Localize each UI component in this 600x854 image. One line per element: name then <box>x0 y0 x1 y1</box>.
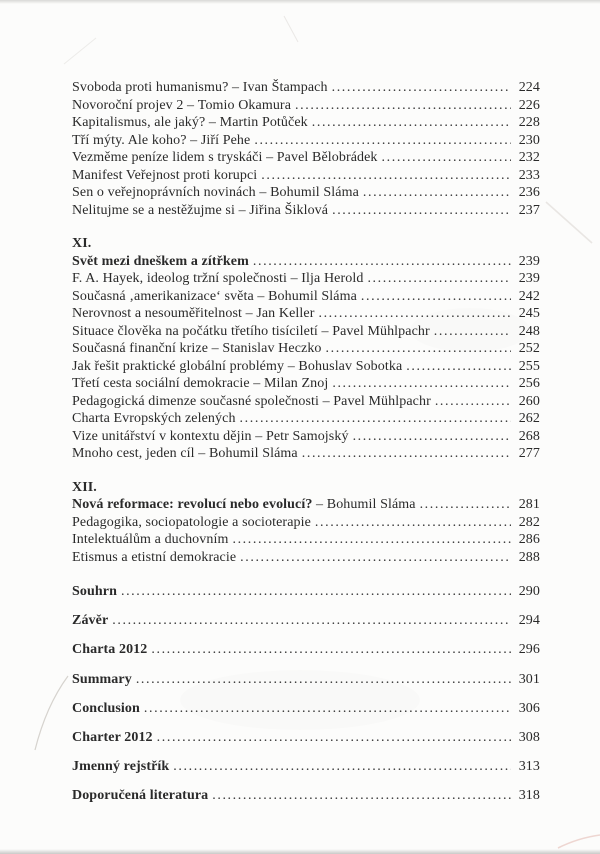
entry-page-number: 313 <box>518 759 540 775</box>
entry-author: Jiřina Šiklová <box>249 202 329 218</box>
entry-title: Souhrn <box>72 584 117 599</box>
dot-leader <box>332 79 511 97</box>
scan-mark-artifact <box>558 835 600 848</box>
entry-title: Mnoho cest, jeden cíl <box>72 446 195 461</box>
entry-title: Svoboda proti humanismu? <box>72 80 229 95</box>
entry-page-number: 255 <box>518 358 540 374</box>
dot-leader <box>121 577 511 606</box>
dot-leader <box>420 496 511 514</box>
entry-title: Manifest Veřejnost proti korupci <box>72 167 258 183</box>
toc-entry <box>72 132 540 150</box>
dot-leader <box>302 445 511 463</box>
entry-page-number: 226 <box>518 97 540 113</box>
entry-page-number: 318 <box>518 788 540 804</box>
toc-entry <box>72 79 540 97</box>
entry-page-number: 308 <box>518 729 540 745</box>
entry-title: Charter 2012 <box>72 729 153 745</box>
entry-page-number: 252 <box>518 341 540 356</box>
entry-page-number: 233 <box>518 167 540 183</box>
entry-author: Bohumil Sláma <box>268 288 357 304</box>
entry-title: Současná finanční krize <box>72 341 209 356</box>
title-author-separator: – <box>262 150 277 165</box>
toc-entry <box>72 149 540 167</box>
title-author-separator: – <box>183 97 198 113</box>
entry-page-number: 237 <box>518 202 540 218</box>
entry-page-number: 277 <box>518 446 540 461</box>
toc-section-xi <box>72 235 540 463</box>
toc-entry <box>72 577 540 606</box>
entry-page-number: 248 <box>518 323 540 339</box>
entry-title: Jmenný rejstřík <box>72 759 170 775</box>
dot-leader <box>382 149 511 167</box>
entry-title: Summary <box>72 671 132 687</box>
dot-leader <box>295 97 511 115</box>
entry-author: Bohuslav Sobotka <box>298 358 403 374</box>
toc-entry <box>72 375 540 393</box>
toc-entry <box>72 97 540 115</box>
toc-section-part-x-continued <box>72 79 540 219</box>
entry-author: Pavel Bělobrádek <box>276 150 378 165</box>
entry-title: Novoroční projev 2 <box>72 97 184 113</box>
dot-leader <box>367 270 511 288</box>
entry-title: Současná ‚amerikanizace‘ světa <box>72 288 254 304</box>
scan-streak-artifact <box>284 16 298 42</box>
entry-title: Vezměme peníze lidem s tryskáči <box>72 150 263 165</box>
entry-page-number: 230 <box>518 132 540 148</box>
title-author-separator: – <box>242 306 257 321</box>
title-author-separator: – <box>284 358 299 374</box>
dot-leader <box>240 549 511 567</box>
toc-entry <box>72 496 540 514</box>
title-author-separator: – <box>234 202 250 218</box>
entry-page-number: 236 <box>518 185 540 200</box>
entry-title: Jak řešit praktické globální problémy <box>72 358 285 374</box>
toc-entry <box>72 253 540 271</box>
dot-leader <box>315 514 511 532</box>
entry-page-number: 242 <box>518 288 540 304</box>
entry-page-number: 256 <box>518 376 540 391</box>
entry-page-number: 282 <box>518 514 540 530</box>
entry-page-number: 239 <box>518 253 540 269</box>
entry-author: Bohumil Sláma <box>208 446 298 461</box>
entry-author: Stanislav Heczko <box>222 341 322 356</box>
section-number: XI. <box>72 236 92 251</box>
toc-entry <box>72 694 540 723</box>
title-author-separator: – <box>286 271 302 286</box>
toc-entry <box>72 635 540 664</box>
toc-entry <box>72 202 540 220</box>
entry-page-number: 301 <box>518 671 540 687</box>
dot-leader <box>232 531 511 549</box>
entry-title: Tří mýty. Ale koho? <box>72 132 187 148</box>
toc-entry <box>72 358 540 376</box>
entry-author: Pavel Mühlpachr <box>332 323 430 339</box>
entry-title: Charta 2012 <box>72 642 148 658</box>
dot-leader <box>212 781 511 810</box>
entry-title: Kapitalismus, ale jaký? <box>72 115 206 130</box>
dot-leader <box>312 114 511 132</box>
title-author-separator: – <box>318 393 334 409</box>
toc <box>72 79 540 811</box>
entry-author: Ivan Štampach <box>242 80 328 95</box>
entry-author: Jan Keller <box>256 306 315 321</box>
entry-author: Petr Samojský <box>265 428 349 444</box>
title-author-separator: – <box>249 376 264 391</box>
toc-entry <box>72 445 540 463</box>
toc-entry <box>72 323 540 341</box>
entry-page-number: 224 <box>518 80 540 95</box>
dot-leader <box>434 323 511 341</box>
dot-leader <box>144 694 511 723</box>
dot-leader <box>326 340 511 358</box>
toc-entry <box>72 752 540 781</box>
entry-page-number: 294 <box>518 613 540 629</box>
entry-title: Sen o veřejnoprávních novinách <box>72 185 256 200</box>
toc-entry <box>72 184 540 202</box>
title-author-separator: – <box>205 115 220 130</box>
toc-entry <box>72 514 540 532</box>
entry-page-number: 239 <box>518 271 540 286</box>
entry-author: Ilja Herold <box>301 271 364 286</box>
toc-entry <box>72 167 540 185</box>
toc-entry <box>72 340 540 358</box>
entry-page-number: 262 <box>518 411 540 426</box>
title-author-separator: – <box>253 288 269 304</box>
dot-leader <box>112 606 511 635</box>
entry-author: Bohumil Sláma <box>270 185 359 200</box>
dot-leader <box>318 305 511 323</box>
scan-streak-artifact <box>546 202 592 243</box>
dot-leader <box>261 167 511 185</box>
dot-leader <box>332 202 511 220</box>
dot-leader <box>240 410 511 428</box>
dot-leader <box>353 428 511 446</box>
entry-title: Intelektuálům a duchovním <box>72 532 229 547</box>
title-author-separator: – <box>186 132 201 148</box>
title-author-separator: – <box>194 446 209 461</box>
dot-leader <box>136 665 511 694</box>
dot-leader <box>406 358 511 376</box>
entry-page-number: 260 <box>518 393 540 409</box>
scan-hairline-artifact <box>35 676 68 750</box>
entry-page-number: 290 <box>518 584 540 599</box>
entry-page-number: 281 <box>518 497 540 512</box>
toc-entry <box>72 606 540 635</box>
entry-author: Pavel Mühlpachr <box>333 393 431 409</box>
toc-entry <box>72 549 540 567</box>
toc-section-xii <box>72 479 540 567</box>
title-author-separator: – <box>317 323 333 339</box>
entry-page-number: 288 <box>518 549 540 565</box>
title-author-separator: – <box>208 341 223 356</box>
toc-entry <box>72 305 540 323</box>
dot-leader <box>363 184 511 202</box>
toc-entry <box>72 665 540 694</box>
dot-leader <box>253 253 511 271</box>
entry-title: Závěr <box>72 613 109 629</box>
toc-entry <box>72 723 540 752</box>
entry-page-number: 286 <box>518 532 540 547</box>
entry-author: Jiří Pehe <box>200 132 251 148</box>
entry-title: Nerovnost a nesouměřitelnost <box>72 306 242 321</box>
entry-title: Nelitujme se a nestěžujme si <box>72 202 235 218</box>
entry-title: Etismus a etistní demokracie <box>72 549 237 565</box>
toc-entry <box>72 781 540 810</box>
entry-title: Charta Evropských zelených <box>72 411 236 426</box>
dot-leader <box>151 635 511 664</box>
entry-author: Martin Potůček <box>219 115 308 130</box>
toc-section-back-matter <box>72 577 540 811</box>
dot-leader <box>435 393 511 411</box>
dot-leader <box>157 723 511 752</box>
entry-author: Bohumil Sláma <box>326 497 416 512</box>
entry-title: Nová reformace: revolucí nebo evolucí? <box>72 497 313 512</box>
title-author-separator: – <box>228 80 243 95</box>
entry-page-number: 232 <box>518 150 540 165</box>
title-author-separator: – <box>312 497 327 512</box>
entry-title: Vize unitářství v kontextu dějin <box>72 428 252 444</box>
entry-page-number: 296 <box>518 642 540 658</box>
entry-author: Milan Znoj <box>263 376 329 391</box>
toc-entry <box>72 410 540 428</box>
entry-title: Pedagogická dimenze současné společnosti <box>72 393 319 409</box>
title-author-separator: – <box>255 185 271 200</box>
entry-page-number: 306 <box>518 700 540 716</box>
toc-entry <box>72 288 540 306</box>
entry-page-number: 268 <box>518 428 540 444</box>
title-author-separator: – <box>251 428 266 444</box>
entry-title: F. A. Hayek, ideolog tržní společnosti <box>72 271 287 286</box>
toc-entry <box>72 531 540 549</box>
entry-title: Třetí cesta sociální demokracie <box>72 376 250 391</box>
dot-leader <box>332 375 511 393</box>
entry-author: Tomio Okamura <box>197 97 292 113</box>
toc-entry <box>72 270 540 288</box>
toc-entry <box>72 393 540 411</box>
scan-streak-artifact <box>64 38 96 64</box>
toc-entry <box>72 114 540 132</box>
entry-title: Situace člověka na počátku třetího tisíciletí <box>72 323 318 339</box>
entry-page-number: 228 <box>518 115 540 130</box>
dot-leader <box>173 752 511 781</box>
dot-leader <box>254 132 511 150</box>
section-number: XII. <box>72 479 97 495</box>
entry-title: Svět mezi dneškem a zítřkem <box>72 253 249 269</box>
entry-page-number: 245 <box>518 306 540 321</box>
entry-title: Doporučená literatura <box>72 788 209 804</box>
entry-title: Conclusion <box>72 700 140 716</box>
dot-leader <box>361 288 511 306</box>
entry-title: Pedagogika, sociopatologie a socioterapie <box>72 514 311 530</box>
toc-entry <box>72 428 540 446</box>
